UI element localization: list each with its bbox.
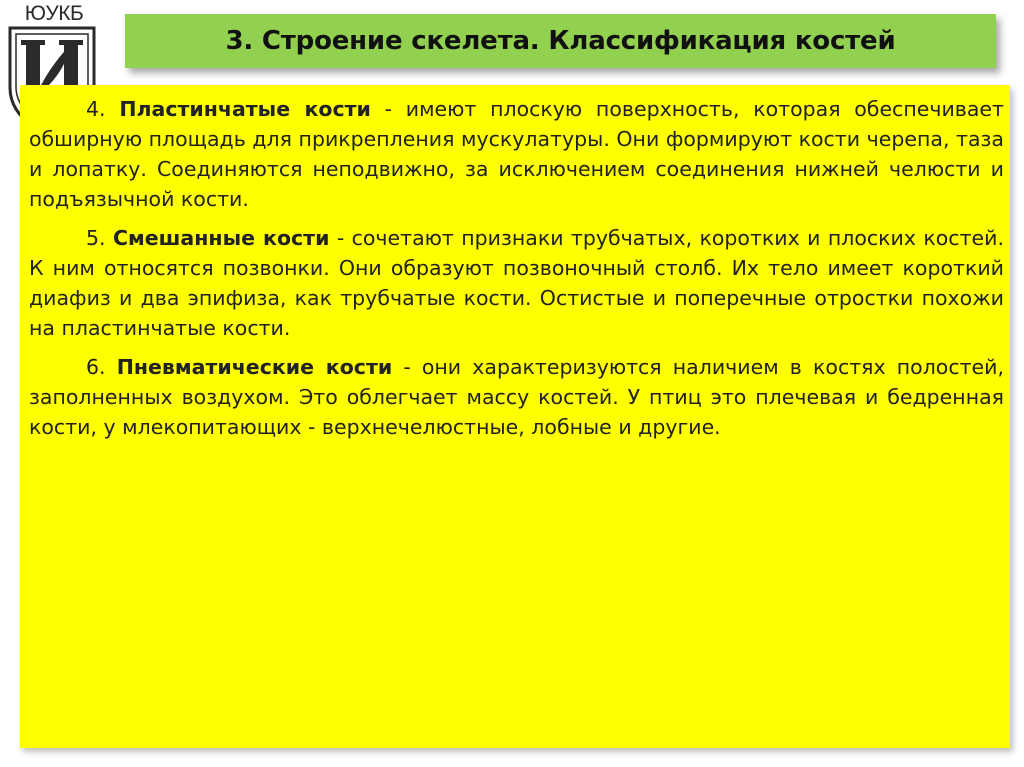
paragraph-term: Пластинчатые кости [119,97,371,121]
paragraph-number: 5. [86,226,106,250]
paragraph-text: - сочетают признаки трубчатых, коротких и плоских костей. К ним относятся позвонки. Они образуют позвоночный столб. Их тело имеет короткий диафиз и два эпифиза, как трубчатые кости. Остистые и поперечные отростки похожи на пластинчатые кости. [29,226,1004,340]
paragraph-term: Смешанные кости [112,226,330,250]
title-bar [125,14,996,68]
content-panel [20,85,1010,748]
page-title: 3. Строение скелета. Классификация костей [225,26,896,56]
paragraph-pneumatic-bones [29,352,1004,442]
paragraph-number: 4. [86,97,106,121]
paragraph-plate-bones [29,94,1004,214]
paragraph-text: - имеют плоскую поверхность, которая обеспечивает обширную площадь для прикрепления мускулатуры. Они формируют кости черепа, таза и лопатку. Соединяются неподвижно, за исключением соединения нижней челюсти и подъязычной кости. [29,97,1004,211]
paragraph-number: 6. [86,355,106,379]
paragraph-mixed-bones [29,223,1004,343]
paragraph-term: Пневматические кости [116,355,393,379]
logo-text: ЮУКБ [24,2,84,25]
paragraph-text: - они характеризуются наличием в костях полостей, заполненных воздухом. Это облегчает массу костей. У птиц это плечевая и бедренная кости, у млекопитающих - верхнечелюстные, лобные и другие. [29,355,1005,439]
